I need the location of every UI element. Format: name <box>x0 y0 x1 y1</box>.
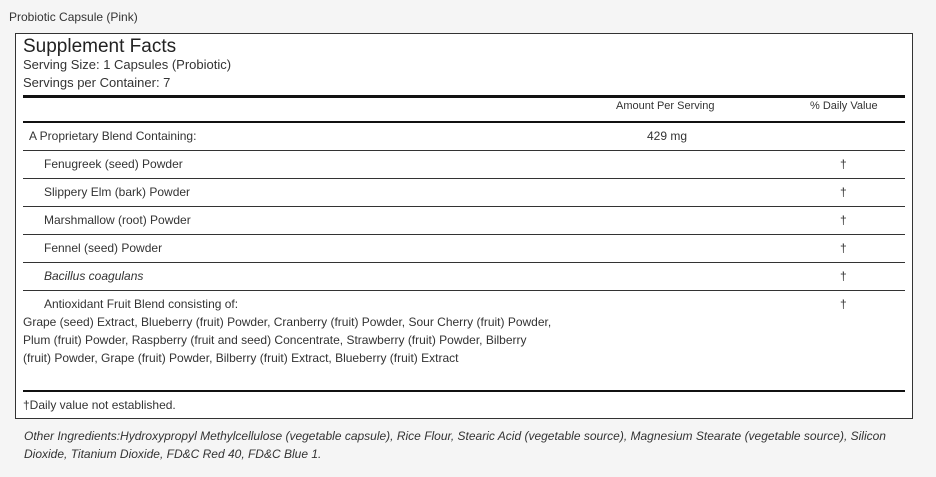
divider-header <box>23 121 905 123</box>
ingredient-dv: † <box>840 241 847 255</box>
divider <box>23 178 905 179</box>
ingredient-dv: † <box>840 185 847 199</box>
column-header-daily-value: % Daily Value <box>810 100 878 112</box>
divider <box>23 206 905 207</box>
divider <box>23 234 905 235</box>
ingredient-fennel: Fennel (seed) Powder <box>44 241 163 255</box>
ingredient-antioxidant-blend: Antioxidant Fruit Blend consisting of: <box>44 297 239 311</box>
ingredient-dv: † <box>840 297 847 311</box>
ingredient-dv: † <box>840 213 847 227</box>
ingredient-slippery-elm: Slippery Elm (bark) Powder <box>44 185 191 199</box>
serving-size: Serving Size: 1 Capsules (Probiotic) <box>23 57 232 72</box>
ingredient-bacillus: Bacillus coagulans <box>44 269 144 283</box>
product-name: Probiotic Capsule (Pink) <box>9 10 138 24</box>
ingredient-marshmallow: Marshmallow (root) Powder <box>44 213 191 227</box>
facts-title: Supplement Facts <box>23 36 177 57</box>
divider <box>23 290 905 291</box>
divider-thick <box>23 95 905 98</box>
column-header-amount: Amount Per Serving <box>616 100 715 112</box>
supplement-facts-panel <box>15 33 913 419</box>
divider <box>23 262 905 263</box>
footnote: †Daily value not established. <box>23 398 176 412</box>
servings-per-container: Servings per Container: 7 <box>23 75 171 90</box>
divider-footer <box>23 390 905 392</box>
ingredient-fenugreek: Fenugreek (seed) Powder <box>44 157 183 171</box>
blend-amount: 429 mg <box>647 129 688 143</box>
other-ingredients: Other Ingredients:Hydroxypropyl Methylcellulose (vegetable capsule), Rice Flour, Stearic Acid (vegetable source), Magnesium Stearate (vegetable source), Silicon Dioxide, Titanium Dioxide, FD&C Red 40, FD&C Blue 1. <box>24 429 886 461</box>
antioxidant-blend-detail: Grape (seed) Extract, Blueberry (fruit) Powder, Cranberry (fruit) Powder, Sour Cherry (fruit) Powder, Plum (fruit) Powder, Raspberry (fruit and seed) Concentrate, Strawberry (fruit) Powder, Bilberry (fruit) Powder, Grape (fruit) Powder, Bilberry (fruit) Extract, Blueberry (fruit) Extract <box>23 315 552 365</box>
divider <box>23 150 905 151</box>
ingredient-dv: † <box>840 157 847 171</box>
blend-label: A Proprietary Blend Containing: <box>29 129 197 143</box>
ingredient-dv: † <box>840 269 847 283</box>
